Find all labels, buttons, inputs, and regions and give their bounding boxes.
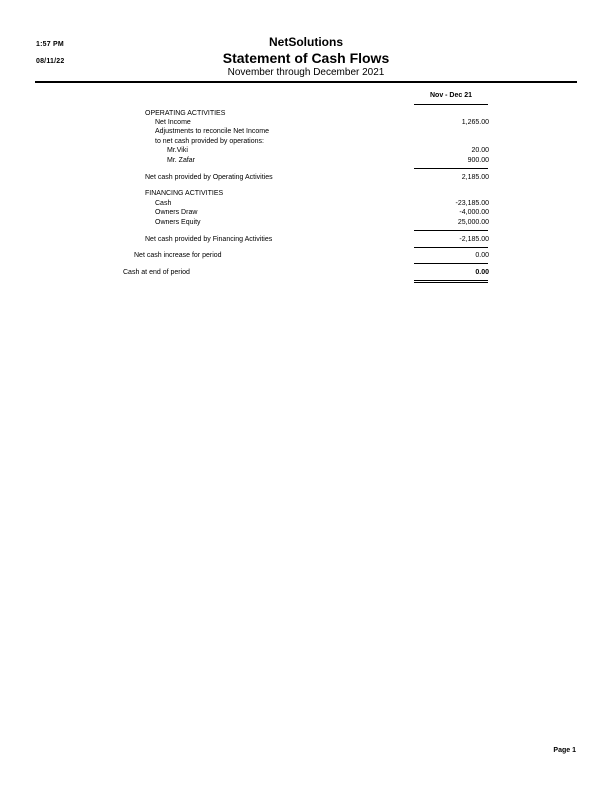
page-number: Page 1 xyxy=(553,747,576,754)
row-amount: 25,000.00 xyxy=(457,219,489,226)
report-period: November through December 2021 xyxy=(227,67,385,78)
row-adjustments-heading-cont xyxy=(0,137,612,146)
section-heading-operating xyxy=(0,109,612,118)
row-cash-end-of-period xyxy=(0,268,612,277)
row-label: Cash at end of period xyxy=(123,269,190,276)
row-owners-draw xyxy=(0,208,612,217)
subtotal-rule xyxy=(414,247,488,248)
row-mr-viki xyxy=(0,146,612,155)
row-label: Owners Draw xyxy=(155,209,198,216)
subtotal-rule xyxy=(414,230,488,231)
row-amount: -4,000.00 xyxy=(459,209,489,216)
row-adjustments-heading xyxy=(0,127,612,136)
row-amount: 0.00 xyxy=(475,252,489,259)
row-amount: 0.00 xyxy=(475,269,489,276)
row-owners-equity xyxy=(0,218,612,227)
row-label: Adjustments to reconcile Net Income xyxy=(155,128,269,135)
subtotal-rule xyxy=(414,263,488,264)
row-label: Mr. Zafar xyxy=(167,157,196,164)
row-label: Net Income xyxy=(155,119,191,126)
row-label: Net cash provided by Financing Activities xyxy=(145,236,273,243)
section-heading-financing xyxy=(0,189,612,198)
row-net-income xyxy=(0,118,612,127)
total-double-rule-top xyxy=(414,280,488,281)
row-label: Owners Equity xyxy=(155,219,201,226)
row-net-cash-financing xyxy=(0,235,612,244)
report-title: Statement of Cash Flows xyxy=(222,50,390,66)
header-divider xyxy=(35,81,577,83)
column-header-rule xyxy=(414,104,488,105)
row-amount: 1,265.00 xyxy=(461,119,489,126)
row-label: Net cash provided by Operating Activities xyxy=(145,174,273,181)
row-net-cash-increase xyxy=(0,251,612,260)
total-double-rule-bottom xyxy=(414,282,488,283)
print-date: 08/11/22 xyxy=(36,58,65,65)
row-label: FINANCING ACTIVITIES xyxy=(145,190,224,197)
row-label: Net cash increase for period xyxy=(134,252,222,259)
row-cash xyxy=(0,199,612,208)
row-label: OPERATING ACTIVITIES xyxy=(145,110,226,117)
company-name: NetSolutions xyxy=(269,35,343,49)
print-time: 1:57 PM xyxy=(36,41,64,48)
row-amount: 20.00 xyxy=(471,147,489,154)
row-label: Cash xyxy=(155,200,172,207)
row-label: to net cash provided by operations: xyxy=(155,138,264,145)
subtotal-rule xyxy=(414,168,488,169)
row-amount: -23,185.00 xyxy=(455,200,489,207)
row-amount: 2,185.00 xyxy=(461,174,489,181)
column-header: Nov - Dec 21 xyxy=(429,92,473,99)
row-amount: -2,185.00 xyxy=(459,236,489,243)
row-amount: 900.00 xyxy=(467,157,489,164)
row-label: Mr.Viki xyxy=(167,147,188,154)
row-mr-zafar xyxy=(0,156,612,165)
row-net-cash-operating xyxy=(0,173,612,182)
